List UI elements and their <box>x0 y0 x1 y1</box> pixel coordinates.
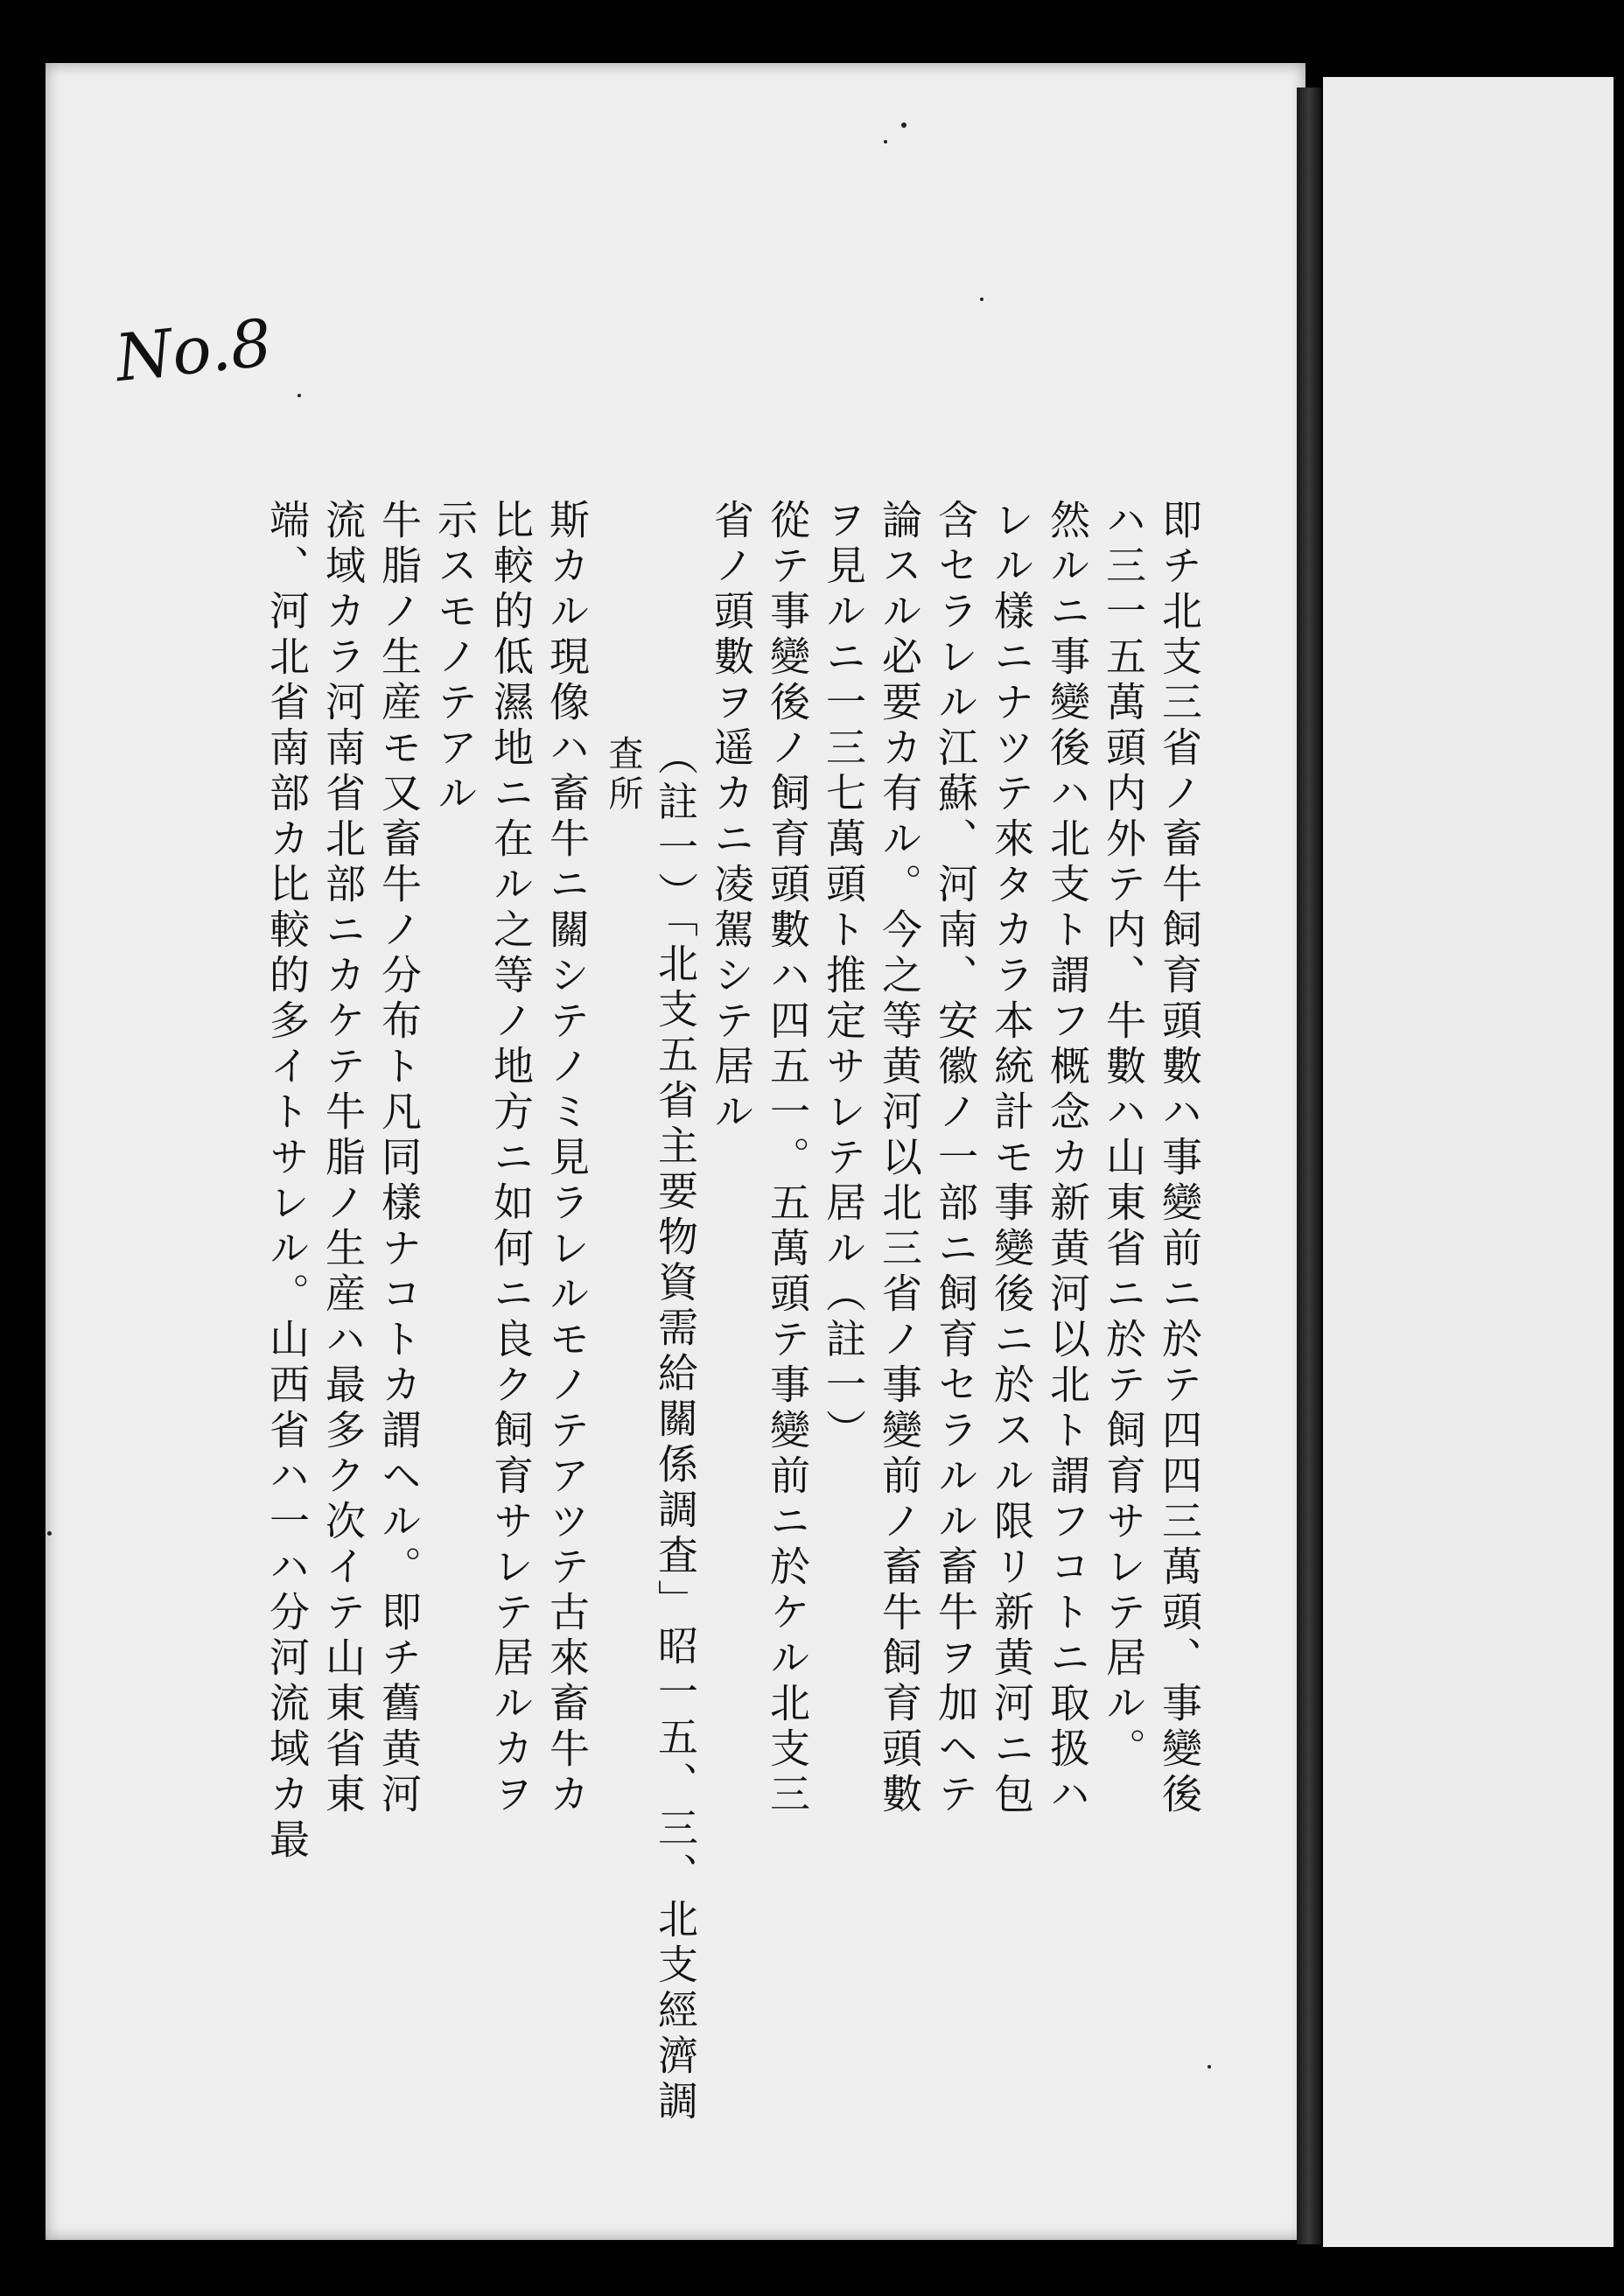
text-column: 即チ北支三省ノ畜牛飼育頭數ハ事變前ニ於テ四四三萬頭、事變後 <box>1156 499 1203 1818</box>
text-column: 從テ事變後ノ飼育頭數ハ四五一。五萬頭テ事變前ニ於ケル北支三 <box>764 499 811 1818</box>
text-column: ヲ見ルニ一三七萬頭ト推定サレテ居ル（註一） <box>820 499 867 1454</box>
text-column: ハ三一五萬頭内外テ内、牛數ハ山東省ニ於テ飼育サレテ居ル。 <box>1100 499 1147 1773</box>
scan-speck <box>980 298 984 301</box>
text-column: 比較的低濕地ニ在ル之等ノ地方ニ如何ニ良ク飼育サレテ居ルカヲ <box>487 499 535 1818</box>
text-column: 流域カラ河南省北部ニカケテ牛脂ノ生産ハ最多ク次イテ山東省東 <box>319 499 367 1818</box>
scan-speck <box>47 1531 52 1536</box>
text-column: 省ノ頭數ヲ遥カニ凌駕シテ居ル <box>708 499 755 1136</box>
facing-page <box>1323 77 1614 2247</box>
text-column: 論スル必要カ有ル。今之等黄河以北三省ノ事變前ノ畜牛飼育頭數 <box>876 499 923 1818</box>
text-column: 然ルニ事變後ハ北支ト謂フ概念カ新黄河以北ト謂フコトニ取扱ハ <box>1044 499 1091 1818</box>
scan-speck <box>1208 2065 1211 2068</box>
text-column: 含セラレル江蘇、河南、安徽ノ一部ニ飼育セラルル畜牛ヲ加ヘテ <box>932 499 979 1818</box>
book-spine <box>1297 88 1321 2244</box>
text-column: レル樣ニナツテ來タカラ本統計モ事變後ニ於スル限リ新黄河ニ包 <box>988 499 1035 1818</box>
text-column: 斯カル現像ハ畜牛ニ關シテノミ見ラレルモノテアツテ古來畜牛カ <box>543 499 591 1818</box>
text-column: 牛脂ノ生産モ又畜牛ノ分布ト凡同樣ナコトカ謂ヘル。即チ舊黄河 <box>375 499 423 1818</box>
scan-speck <box>884 140 887 144</box>
text-column: 示スモノテアル <box>431 499 479 817</box>
footnote-column: （註一）「北支五省主要物資需給關係調査」昭一五、三、北支經濟調 <box>652 735 699 2125</box>
text-column: 端、河北省南部カ比較的多イトサレル。山西省ハ一ハ分河流域カ最 <box>263 499 311 1864</box>
page-number: No.8 <box>111 304 276 397</box>
footnote-column: 査所 <box>603 735 643 816</box>
scan-speck <box>901 122 906 128</box>
scan-speck <box>298 394 301 397</box>
